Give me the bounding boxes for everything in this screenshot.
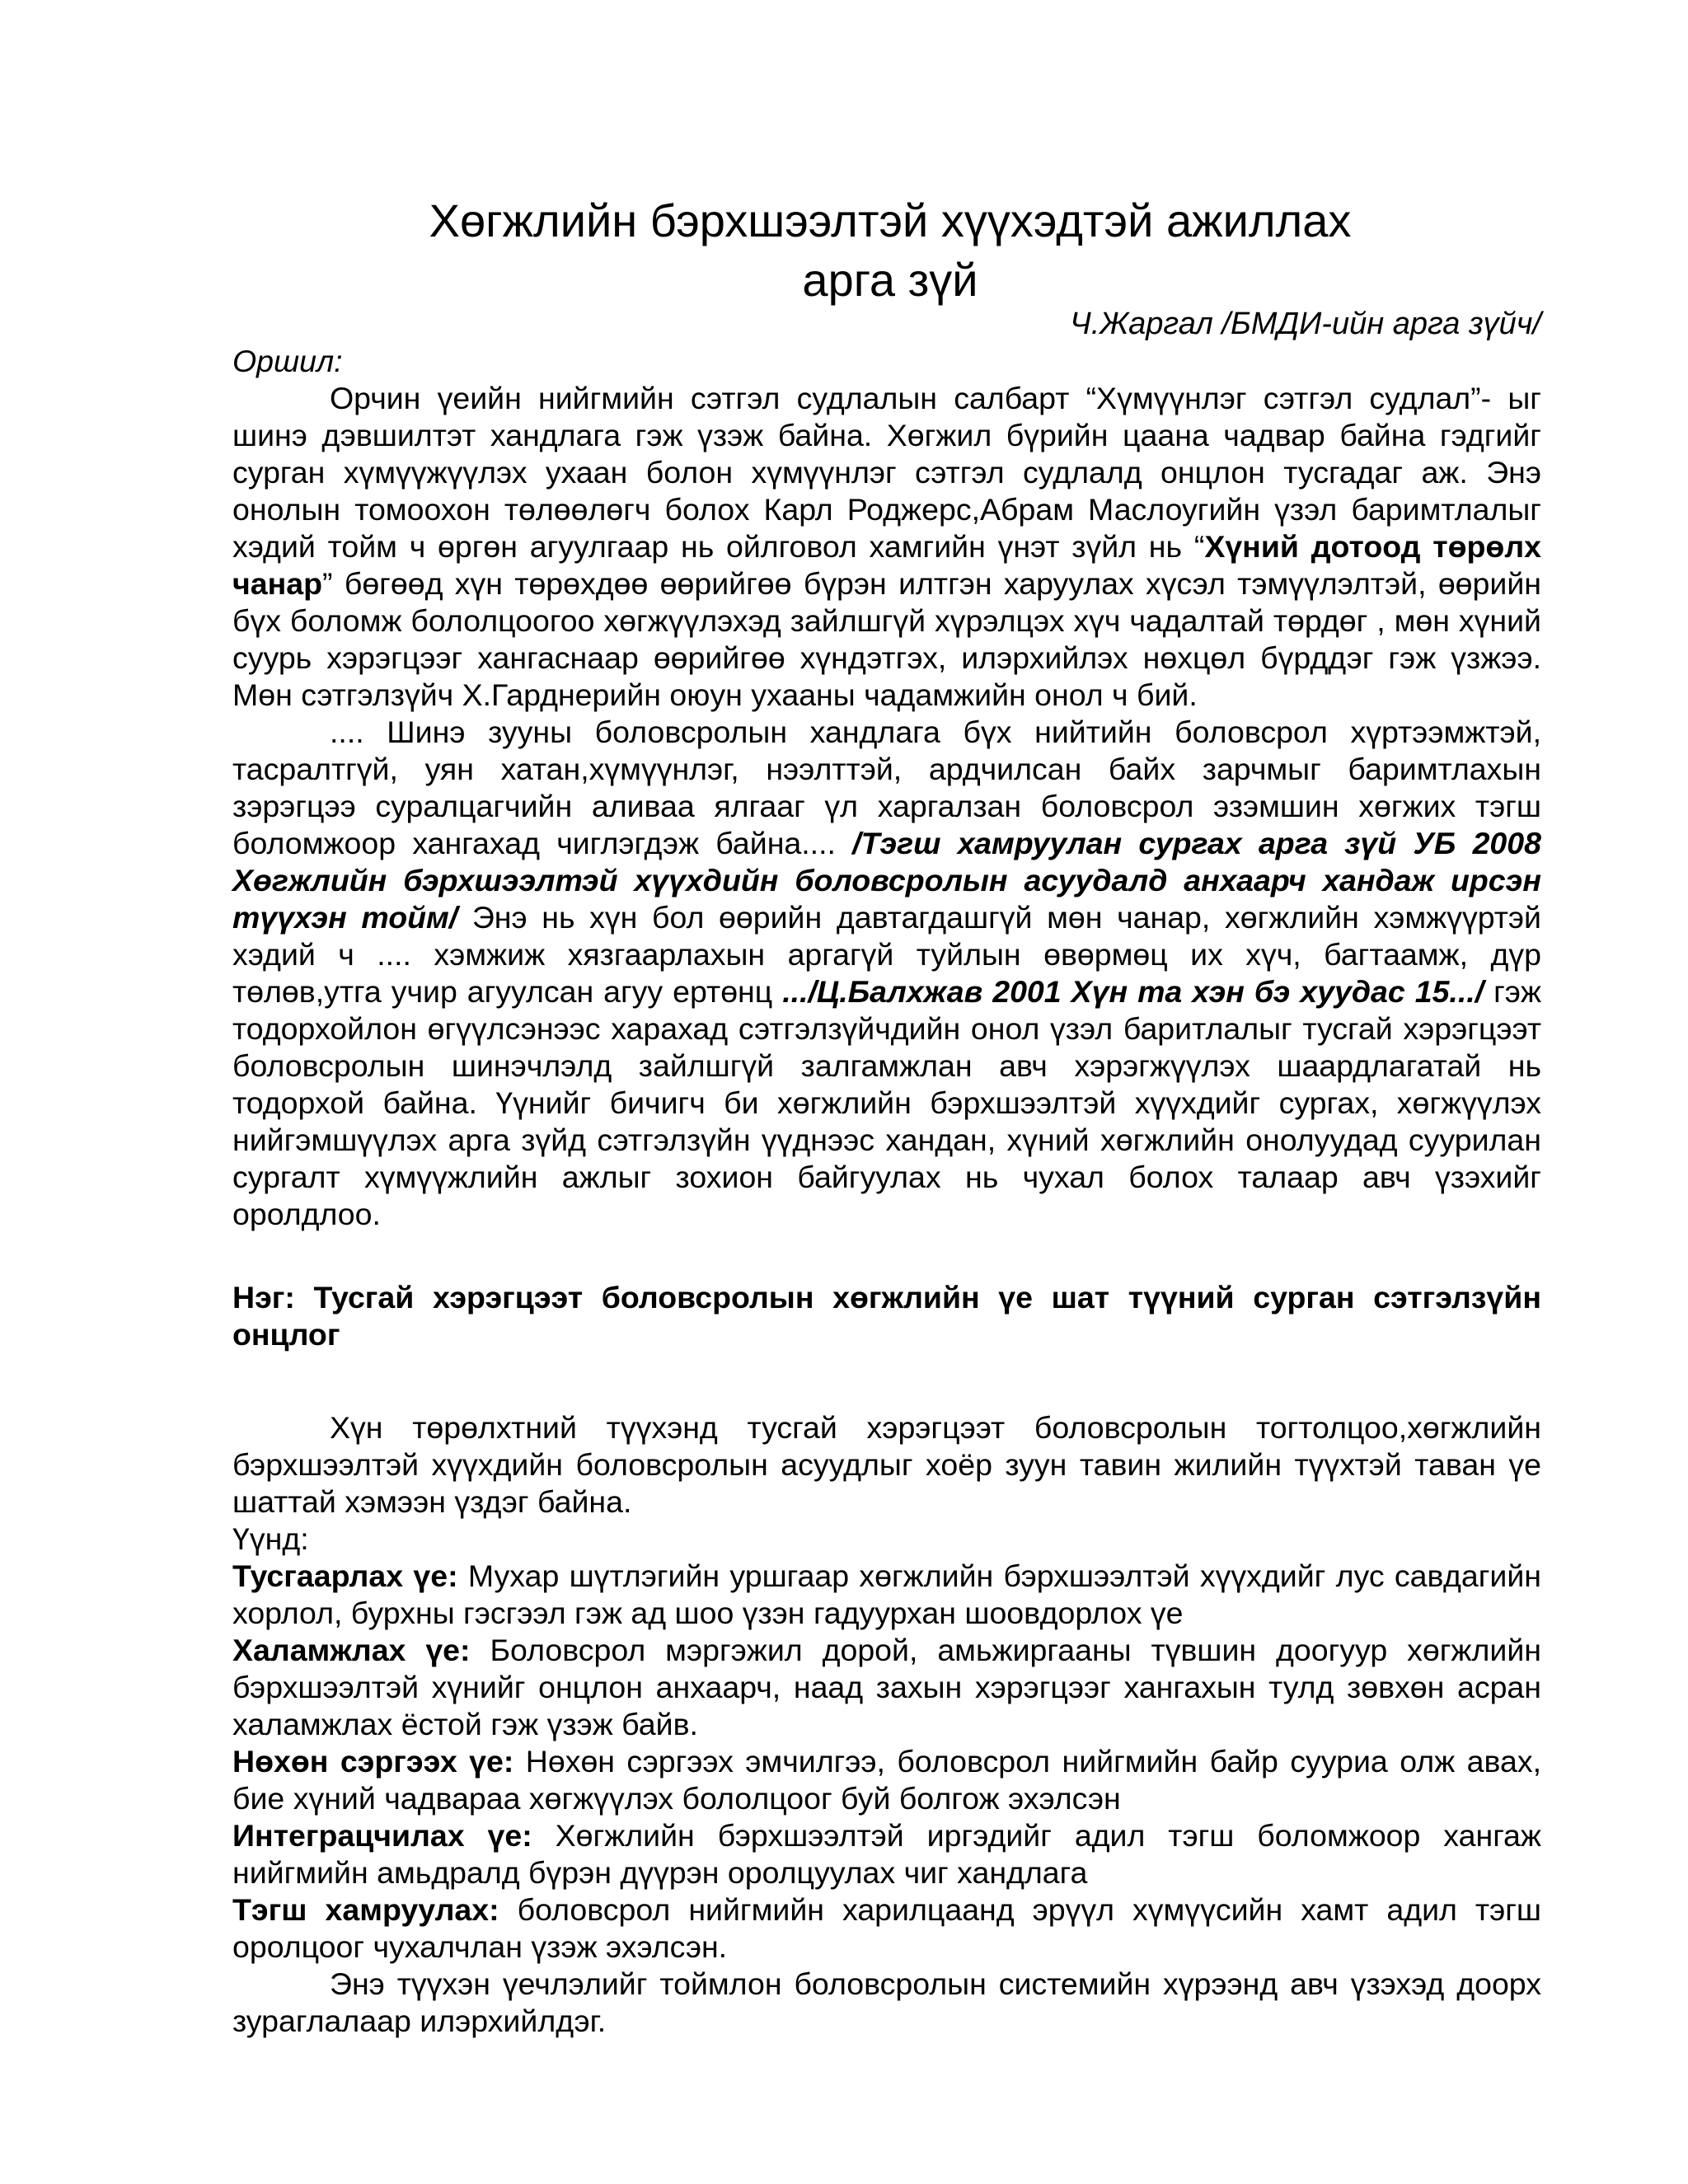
stages-intro: Үүнд:	[232, 1521, 309, 1556]
paragraph-2-text-a: .... Шинэ зууны боловсролын хандлага бүх нийтийн боловсрол хүртээмжтэй, тасралтгүй, уян хатан,хүмүүнлэг, нээлттэй, ардчилсан байх зарчмыг баримтлахын зэрэгцээ суралцагчийн аливаа ялгааг үл харгалзан боловсрол эзэмшин хөгжих тэгш боломжоор хангахад чиглэгдэж байна....	[232, 715, 1541, 860]
paragraph-1-bold: Хүний дотоод төрөлх чанар	[232, 529, 1541, 601]
stage-item	[232, 1558, 1541, 1632]
spacer	[232, 1353, 1541, 1409]
paragraph-1-text-a: Орчин үеийн нийгмийн сэтгэл судлалын салбарт “Хүмүүнлэг сэтгэл судлал”- ыг шинэ дэвшилтэт хандлага гэж үзэж байна. Хөгжил бүрийн цаана чадвар байна гэдгийг сурган хүмүүжүүлэх ухаан болон хүмүүнлэг сэтгэл судлалд онцлон тусгадаг аж. Энэ онолын томоохон төлөөлөгч болох Карл Роджерс,Абрам Маслоугийн үзэл баримтлалыг хэдий тойм ч өргөн агуулгаар нь ойлговол хамгийн үнэт зүйл нь “	[232, 381, 1541, 564]
document-body	[232, 343, 1541, 2040]
stage-item	[232, 1632, 1541, 1743]
paragraph-2-citation-1: /Тэгш хамруулан сургах арга зүй УБ 2008 Хөгжлийн бэрхшээлтэй хүүхдийн боловсролын асуудалд анхаарч хандаж ирсэн түүхэн тойм/	[232, 826, 1541, 935]
stage-text: Хөгжлийн бэрхшээлтэй иргэдийг адил тэгш боломжоор хангаж нийгмийн амьдралд бүрэн дүүрэн оролцуулах чиг хандлага	[232, 1818, 1541, 1890]
document-title	[231, 191, 1550, 310]
stage-term: Тэгш хамруулах:	[232, 1892, 499, 1927]
paragraph-2-text-b: Энэ нь хүн бол өөрийн давтагдашгүй мөн чанар, хөгжлийн хэмжүүртэй хэдий ч .... хэмжиж хязгаарлахын аргагүй туйлын өвөрмөц их хүч, багтаамж, дүр төлөв,утга учир агуулсан агуу ертөнц	[232, 900, 1542, 1009]
section-1-heading-text: Нэг: Тусгай хэрэгцээт боловсролын хөгжлийн үе шат түүний сурган сэтгэлзүйн онцлог	[232, 1280, 1541, 1352]
paragraph-1	[232, 380, 1541, 714]
intro-label: Оршил:	[232, 344, 343, 378]
title-line-1: Хөгжлийн бэрхшээлтэй хүүхэдтэй ажиллах	[429, 194, 1352, 246]
stage-text: боловсрол нийгмийн харилцаанд эрүүл хүмүүсийн хамт адил тэгш оролцоог чухалчлан үзэж эхэлсэн.	[232, 1892, 1541, 1964]
stage-item	[232, 1817, 1541, 1891]
stage-term: Халамжлах үе:	[232, 1633, 471, 1667]
section-1-heading	[232, 1279, 1541, 1353]
stage-term: Нөхөн сэргээх үе:	[232, 1744, 514, 1779]
stage-text: Нөхөн сэргээх эмчилгээ, боловсрол нийгмийн байр сууриа олж авах, бие хүний чадвараа хөгжүүлэх бололцоог буй болгож эхэлсэн	[232, 1744, 1541, 1816]
title-line-2: арга зүй	[802, 254, 978, 306]
stage-text: Мухар шүтлэгийн уршгаар хөгжлийн бэрхшээлтэй хүүхдийг лус савдагийн хорлол, бурхны гэсгээл гэж ад шоо үзэн гадуурхан шоовдорлох үе	[232, 1558, 1541, 1630]
paragraph-2	[232, 714, 1541, 1233]
paragraph-1-text-b: ” бөгөөд хүн төрөхдөө өөрийгөө бүрэн илтгэн харуулах хүсэл тэмүүлэлтэй, өөрийн бүх боломж бололцоогоо хөгжүүлэхэд зайлшгүй хүрэлцэх хүч чадалтай төрдөг , мөн хүний суурь хэрэгцээг хангаснаар өөрийгөө хүндэтгэх, илэрхийлэх нөхцөл бүрддэг гэж үзжээ. Мөн сэтгэлзүйч Х.Гарднерийн оюун ухааны чадамжийн онол ч бий.	[232, 566, 1541, 712]
author-line: Ч.Жаргал /БМДИ-ийн арга зүйч/	[1070, 307, 1541, 341]
spacer	[232, 1233, 1541, 1279]
paragraph-4: Энэ түүхэн үечлэлийг тоймлон боловсролын системийн хүрээнд авч үзэхэд доорх зураглалаар илэрхийлдэг.	[232, 1966, 1541, 2038]
stage-term: Тусгаарлах үе:	[232, 1558, 458, 1593]
stage-text: Боловсрол мэргэжил дорой, амьжиргааны түвшин доогуур хөгжлийн бэрхшээлтэй хүнийг онцлон анхаарч, наад захын хэрэгцээг хангахын тулд зөвхөн асран халамжлах ёстой гэж үзэж байв.	[232, 1633, 1542, 1741]
paragraph-3: Хүн төрөлхтний түүхэнд тусгай хэрэгцээт боловсролын тогтолцоо,хөгжлийн бэрхшээлтэй хүүхдийн боловсролын асуудлыг хоёр зуун тавин жилийн түүхтэй таван үе шаттай хэмээн үздэг байна.	[232, 1410, 1541, 1519]
stage-item	[232, 1743, 1541, 1817]
paragraph-2-text-c: гэж тодорхойлон өгүүлсэнээс харахад сэтгэлзүйчдийн онол үзэл баритлалыг тусгай хэрэгцээт боловсролын шинэчлэлд зайлшгүй залгамжлан авч хэрэгжүүлэх шаардлагатай нь тодорхой байна. Үүнийг бичигч би хөгжлийн бэрхшээлтэй хүүхдийг сургах, хөгжүүлэх нийгэмшүүлэх арга зүйд сэтгэлзүйн үүднээс хандан, хүний хөгжлийн онолуудад суурилан сургалт хүмүүжлийн ажлыг зохион байгуулах нь чухал болох талаар авч үзэхийг оролдлоо.	[232, 974, 1541, 1231]
stage-term: Интеграцчилах үе:	[232, 1818, 532, 1853]
stage-item	[232, 1891, 1541, 1966]
paragraph-2-citation-2: .../Ц.Балхжав 2001 Хүн та хэн бэ хуудас 15.../	[782, 974, 1484, 1009]
